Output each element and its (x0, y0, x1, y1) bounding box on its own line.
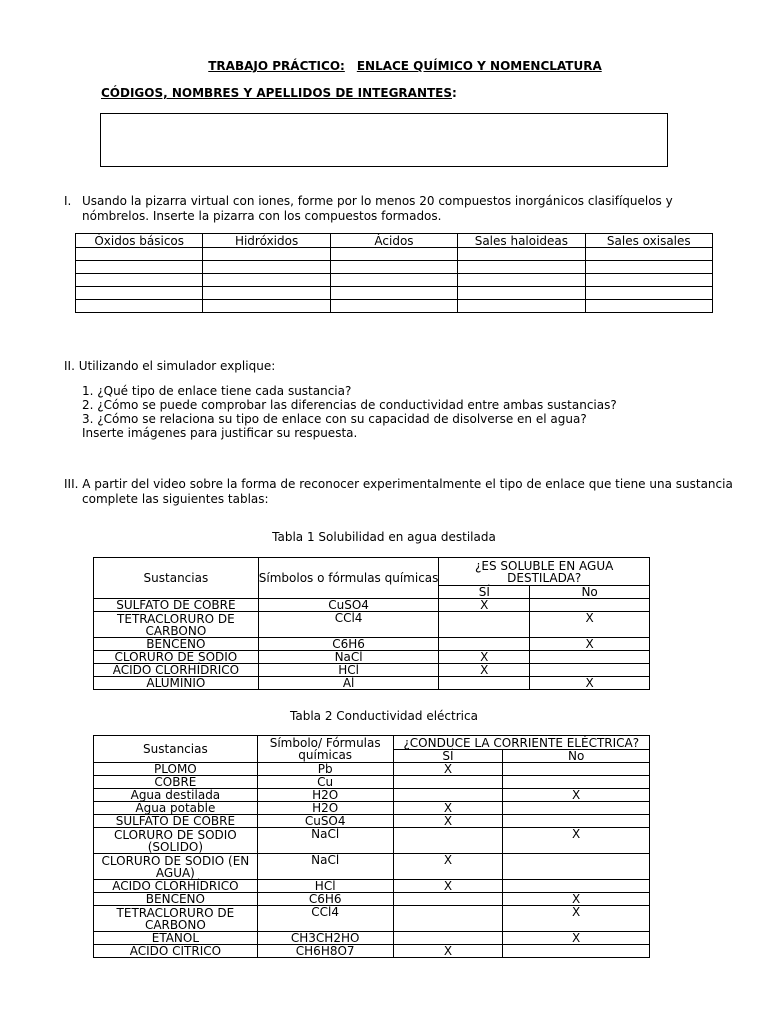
cell-name: Agua destilada (94, 789, 258, 802)
list-item: 1. ¿Qué tipo de enlace tiene cada sustancia? (82, 384, 352, 398)
section-3-line-1: III. A partir del video sobre la forma de reconocer experimentalmente el tipo de enlace que tiene una sustancia (64, 477, 733, 491)
header-symbols: Símbolos o fórmulas químicas (258, 558, 439, 599)
cell-formula: C6H6 (257, 893, 393, 906)
list-item: 3. ¿Cómo se relaciona su tipo de enlace con su capacidad de disolverse en el agua? (82, 412, 587, 426)
cell-no (503, 815, 650, 828)
cell-formula: H2O (257, 802, 393, 815)
table-cell[interactable] (330, 300, 457, 313)
members-input-box[interactable] (100, 113, 668, 167)
cell-yes: X (439, 599, 530, 612)
members-label: CÓDIGOS, NOMBRES Y APELLIDOS DE INTEGRANTES (101, 86, 453, 100)
document-title (0, 59, 768, 73)
cell-yes (439, 677, 530, 690)
cell-name: BENCENO (94, 893, 258, 906)
cell-yes: X (393, 815, 503, 828)
header-yes: SÍ (393, 750, 503, 763)
table-1-caption: Tabla 1 Solubilidad en agua destilada (272, 530, 496, 544)
cell-no: X (503, 789, 650, 802)
cell-formula: C6H6 (258, 638, 439, 651)
section-1-line-1: Usando la pizarra virtual con iones, forme por lo menos 20 compuestos inorgánicos clasifíquelos y (82, 194, 673, 208)
cell-name: BENCENO (94, 638, 259, 651)
col-sales-oxisales: Sales oxisales (585, 234, 712, 248)
cell-formula: CH3CH2HO (257, 932, 393, 945)
header-soluble: ¿ES SOLUBLE EN AGUA DESTILADA? (439, 558, 650, 586)
cell-formula: CH6H8O7 (257, 945, 393, 958)
conductivity-table (93, 735, 650, 958)
cell-no (503, 945, 650, 958)
cell-no (503, 880, 650, 893)
table-cell[interactable] (203, 261, 330, 274)
table-cell[interactable] (76, 287, 203, 300)
cell-no: X (530, 677, 650, 690)
table-cell[interactable] (203, 287, 330, 300)
members-heading (101, 86, 457, 100)
cell-no (503, 802, 650, 815)
cell-formula: Cu (257, 776, 393, 789)
cell-yes: X (439, 651, 530, 664)
title-right: ENLACE QUÍMICO Y NOMENCLATURA (356, 59, 602, 73)
cell-no: X (503, 828, 650, 854)
table-cell[interactable] (330, 274, 457, 287)
table-cell[interactable] (203, 248, 330, 261)
title-left: TRABAJO PRÁCTICO: (208, 59, 345, 73)
cell-formula: Pb (257, 763, 393, 776)
header-no: No (503, 750, 650, 763)
table-cell[interactable] (330, 261, 457, 274)
table-2-caption: Tabla 2 Conductividad eléctrica (290, 709, 478, 723)
table-cell[interactable] (76, 274, 203, 287)
col-oxidos: Óxidos básicos (76, 234, 203, 248)
cell-name: CLORURO DE SODIO (SOLIDO) (94, 828, 258, 854)
section-3-line-2: complete las siguientes tablas: (82, 492, 269, 506)
cell-yes: X (393, 802, 503, 815)
cell-formula: HCl (258, 664, 439, 677)
cell-name: ALUMINIO (94, 677, 259, 690)
cell-name: SULFATO DE COBRE (94, 815, 258, 828)
solubility-table (93, 557, 650, 690)
cell-name: ACIDO CLORHÍDRICO (94, 880, 258, 893)
cell-formula: CCl4 (258, 612, 439, 638)
table-cell[interactable] (458, 248, 585, 261)
table-cell[interactable] (76, 300, 203, 313)
compounds-table (75, 233, 713, 313)
cell-yes (439, 612, 530, 638)
cell-formula: CCl4 (257, 906, 393, 932)
cell-name: CLORURO DE SODIO (EN AGUA) (94, 854, 258, 880)
cell-yes (439, 638, 530, 651)
table-cell[interactable] (458, 287, 585, 300)
col-acidos: Ácidos (330, 234, 457, 248)
section-2-note: Inserte imágenes para justificar su respuesta. (82, 426, 358, 440)
cell-yes (393, 906, 503, 932)
section-3 (64, 477, 734, 507)
table-cell[interactable] (76, 248, 203, 261)
table-cell[interactable] (330, 287, 457, 300)
cell-name: CLORURO DE SODIO (94, 651, 259, 664)
header-symbols: Símbolo/ Fórmulas químicas (257, 736, 393, 763)
cell-formula: Al (258, 677, 439, 690)
cell-formula: NaCl (258, 651, 439, 664)
header-no: No (530, 586, 650, 599)
cell-formula: CuSO4 (258, 599, 439, 612)
cell-name: SULFATO DE COBRE (94, 599, 259, 612)
table-cell[interactable] (585, 300, 712, 313)
cell-no: X (530, 612, 650, 638)
cell-no (503, 854, 650, 880)
table-cell[interactable] (203, 300, 330, 313)
table-cell[interactable] (585, 261, 712, 274)
header-substances: Sustancias (94, 736, 258, 763)
cell-name: ETANOL (94, 932, 258, 945)
members-colon: : (452, 86, 457, 100)
table-cell[interactable] (330, 248, 457, 261)
cell-yes: X (393, 763, 503, 776)
header-substances: Sustancias (94, 558, 259, 599)
section-1 (64, 194, 724, 224)
section-2-list (82, 384, 722, 440)
cell-yes: X (393, 880, 503, 893)
table-cell[interactable] (203, 274, 330, 287)
cell-name: COBRE (94, 776, 258, 789)
table-cell[interactable] (585, 274, 712, 287)
cell-formula: NaCl (257, 828, 393, 854)
list-item: 2. ¿Cómo se puede comprobar las diferencias de conductividad entre ambas sustancias? (82, 398, 617, 412)
cell-formula: CuSO4 (257, 815, 393, 828)
table-cell[interactable] (458, 300, 585, 313)
cell-name: TETRACLORURO DE CARBONO (94, 906, 258, 932)
col-hidroxidos: Hidróxidos (203, 234, 330, 248)
cell-no (503, 763, 650, 776)
cell-yes: X (439, 664, 530, 677)
cell-formula: NaCl (257, 854, 393, 880)
cell-no (530, 664, 650, 677)
cell-no (530, 599, 650, 612)
cell-formula: H2O (257, 789, 393, 802)
cell-no: X (530, 638, 650, 651)
cell-no: X (503, 893, 650, 906)
cell-yes: X (393, 945, 503, 958)
header-conducts: ¿CONDUCE LA CORRIENTE ELÉCTRICA? (393, 736, 649, 750)
cell-name: ACIDO CLORHÍDRICO (94, 664, 259, 677)
cell-no (530, 651, 650, 664)
header-yes: SÍ (439, 586, 530, 599)
cell-name: PLOMO (94, 763, 258, 776)
section-2-intro: II. Utilizando el simulador explique: (64, 359, 276, 373)
cell-yes (393, 828, 503, 854)
cell-yes: X (393, 854, 503, 880)
cell-yes (393, 789, 503, 802)
section-1-line-2: nómbrelos. Inserte la pizarra con los compuestos formados. (82, 209, 442, 223)
cell-no: X (503, 906, 650, 932)
table-cell[interactable] (458, 274, 585, 287)
cell-no: X (503, 932, 650, 945)
table-cell[interactable] (585, 248, 712, 261)
section-1-numeral: I. (64, 194, 72, 208)
cell-yes (393, 776, 503, 789)
cell-yes (393, 932, 503, 945)
cell-yes (393, 893, 503, 906)
cell-no (503, 776, 650, 789)
col-sales-haloideas: Sales haloideas (458, 234, 585, 248)
table-cell[interactable] (76, 261, 203, 274)
cell-name: TETRACLORURO DE CARBONO (94, 612, 259, 638)
cell-formula: HCl (257, 880, 393, 893)
table-cell[interactable] (585, 287, 712, 300)
cell-name: ACIDO CITRICO (94, 945, 258, 958)
table-cell[interactable] (458, 261, 585, 274)
cell-name: Agua potable (94, 802, 258, 815)
